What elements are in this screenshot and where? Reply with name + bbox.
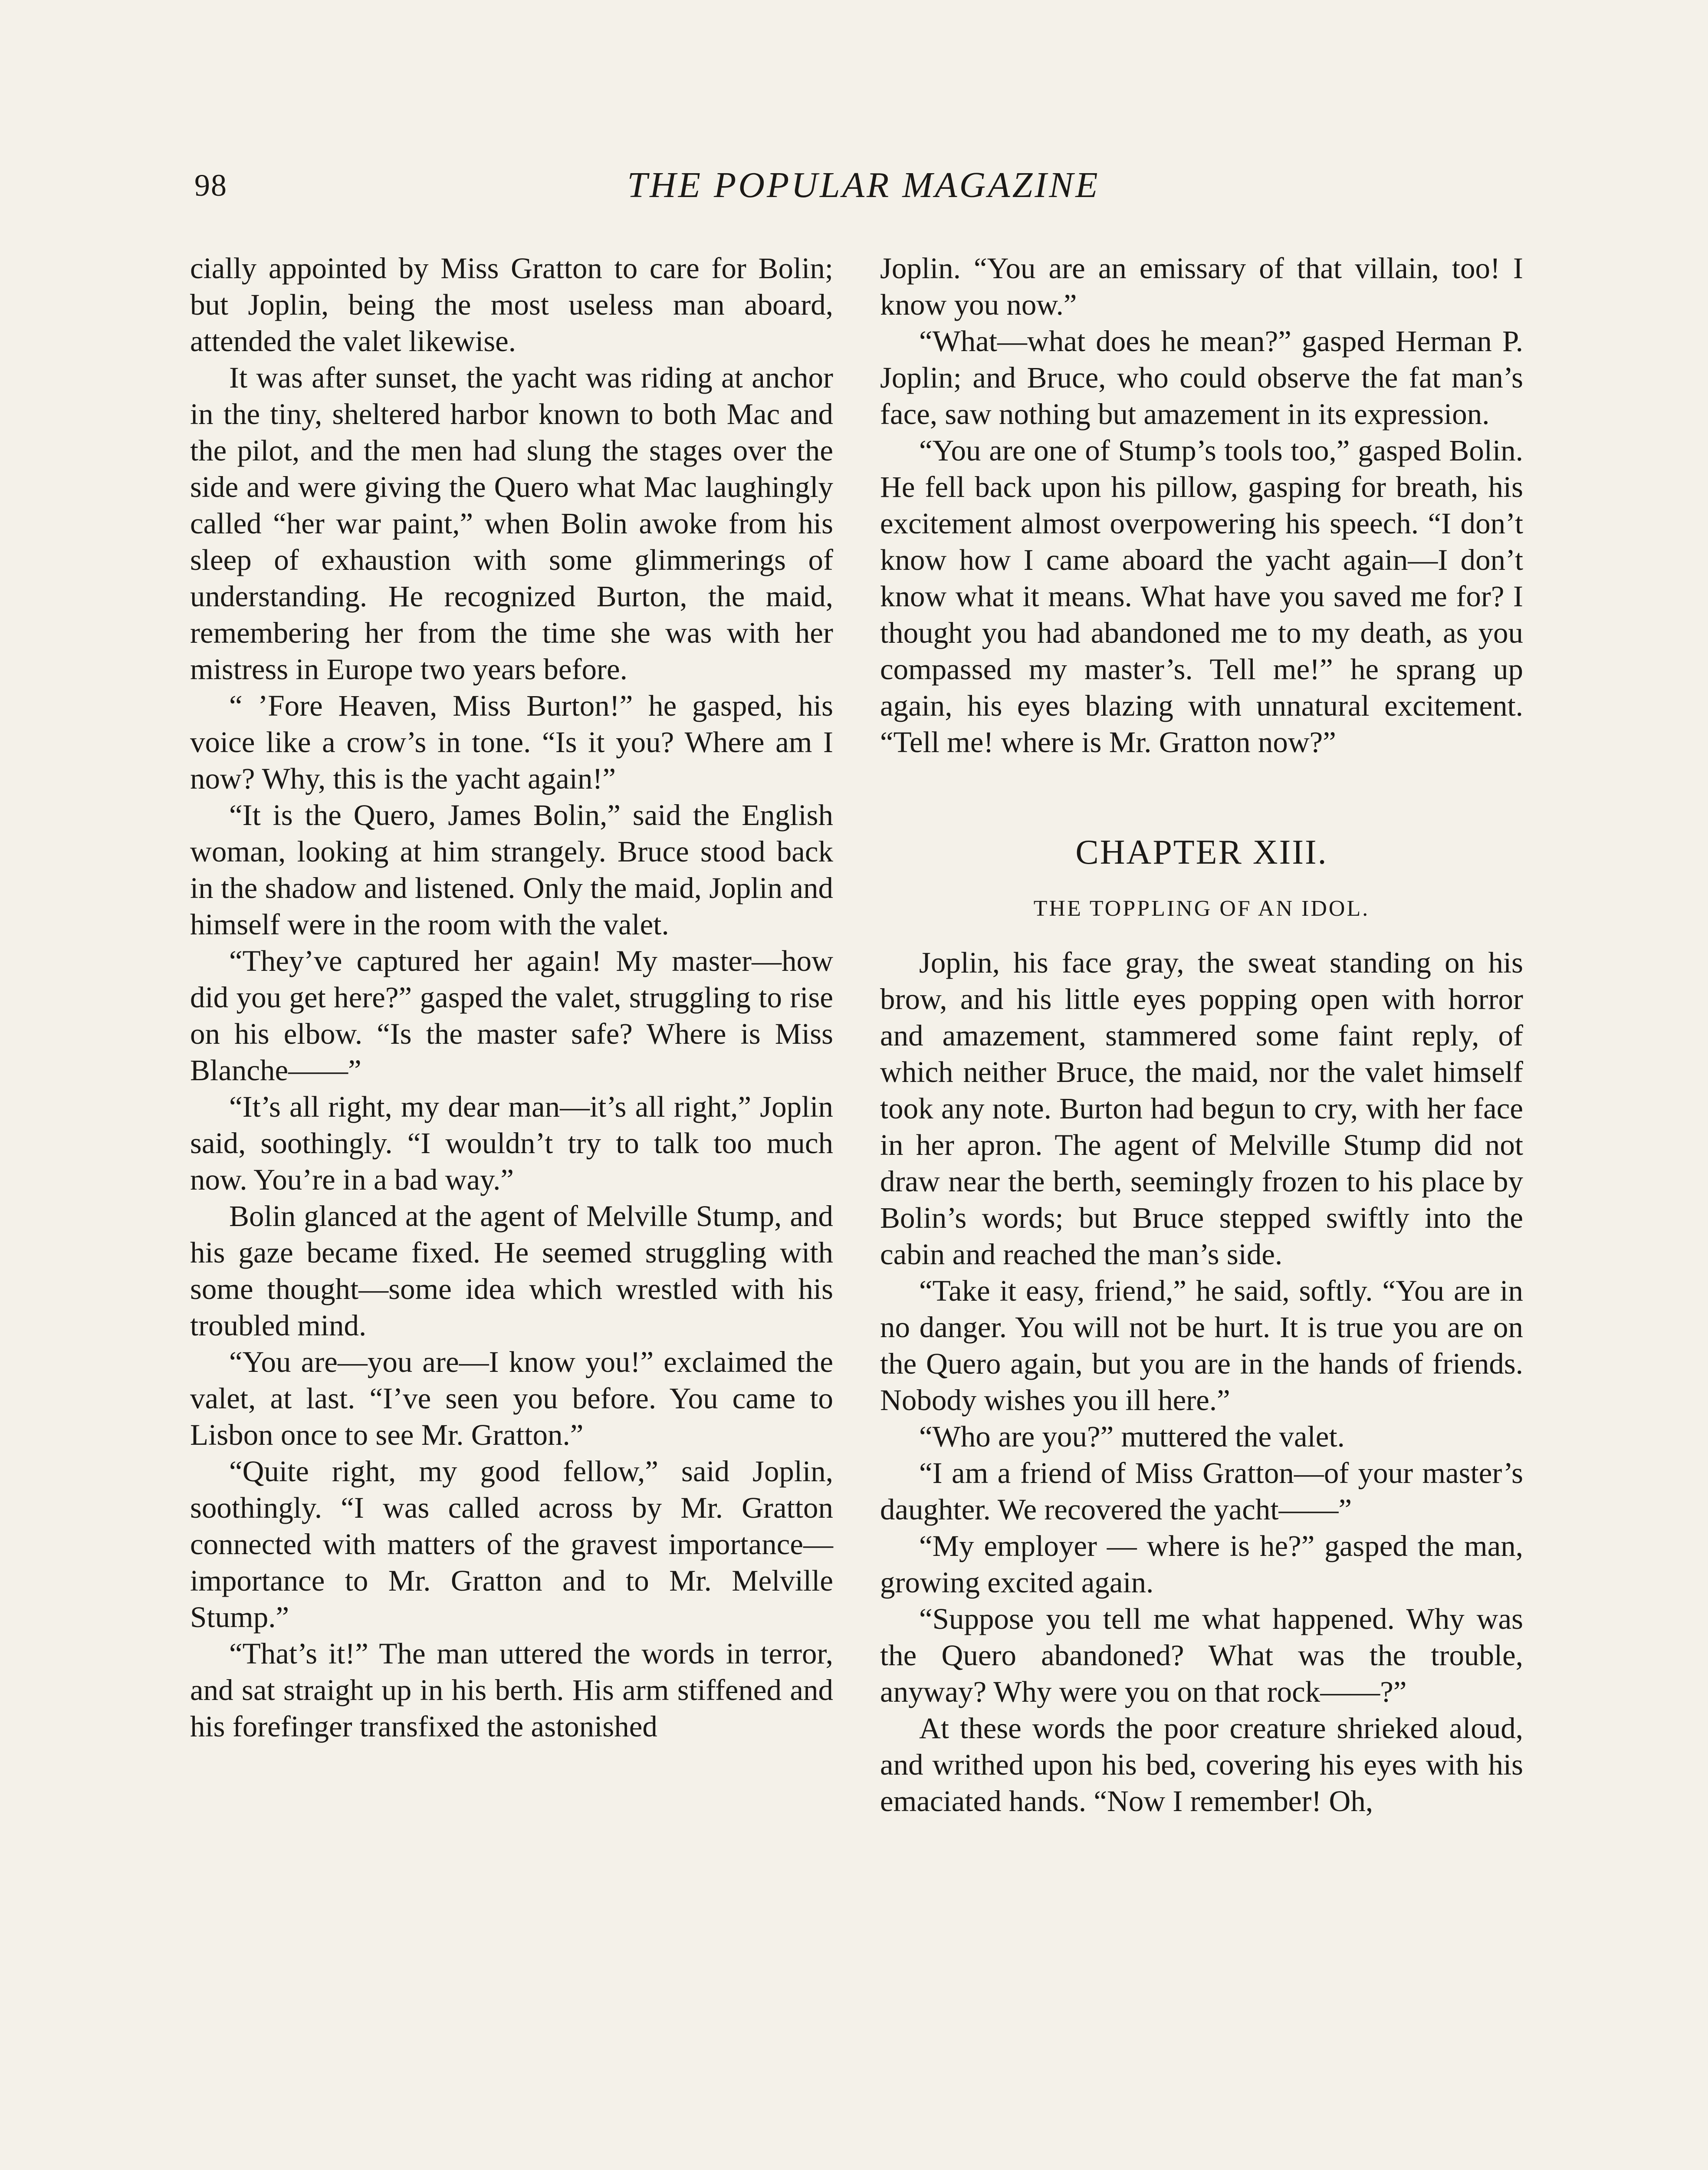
paragraph: “My employer — where is he?” gasped the man, growing excited again. [880, 1529, 1523, 1599]
paragraph: cially appointed by Miss Gratton to care for Bolin; but Joplin, being the most useless man aboard, attended the valet likewise. [190, 252, 833, 358]
chapter-subtitle: THE TOPPLING OF AN IDOL. [1033, 896, 1370, 921]
paragraph: “Who are you?” muttered the valet. [919, 1420, 1345, 1453]
paragraph: “ ’Fore Heaven, Miss Burton!” he gasped, his voice like a crow’s in tone. “Is it you? Where am I now? Why, this is the yacht again!” [190, 689, 833, 795]
paragraph: “Take it easy, friend,” he said, softly. “You are in no danger. You will not be hurt. It is true you are on the Quero again, but you are in the hands of friends. Nobody wishes you ill here.” [880, 1274, 1523, 1417]
chapter-title: CHAPTER XIII. [1075, 833, 1328, 871]
paragraph: “Quite right, my good fellow,” said Joplin, soothingly. “I was called across by Mr. Gratton connected with matters of the gravest importance—importance to Mr. Gratton and to Mr. Melville Stump.” [190, 1455, 833, 1634]
paragraph: At these words the poor creature shrieked aloud, and writhed upon his bed, covering his eyes with his emaciated hands. “Now I remember! Oh, [880, 1712, 1523, 1818]
page-number: 98 [194, 168, 227, 203]
right-column [880, 250, 1523, 1819]
paragraph: “That’s it!” The man uttered the words in terror, and sat straight up in his berth. His arm stiffened and his forefinger transfixed the astonished [190, 1637, 833, 1743]
paragraph: Bolin glanced at the agent of Melville Stump, and his gaze became fixed. He seemed struggling with some thought—some idea which wrestled with his troubled mind. [190, 1200, 833, 1342]
running-head-title: THE POPULAR MAGAZINE [627, 165, 1100, 205]
left-column [190, 250, 833, 1745]
paragraph: “It is the Quero, James Bolin,” said the English woman, looking at him strangely. Bruce stood back in the shadow and listened. Only the maid, Joplin and himself were in the room with the valet. [190, 799, 833, 941]
paragraph: Joplin. “You are an emissary of that villain, too! I know you now.” [880, 252, 1523, 321]
paragraph: Joplin, his face gray, the sweat standing on his brow, and his little eyes popping open with horror and amazement, stammered some faint reply, of which neither Bruce, the maid, nor the valet himself took any note. Burton had begun to cry, with her face in her apron. The agent of Melville Stump did not draw near the berth, seemingly frozen to his place by Bolin’s words; but Bruce stepped swiftly into the cabin and reached the man’s side. [880, 946, 1523, 1271]
paragraph: “It’s all right, my dear man—it’s all right,” Joplin said, soothingly. “I wouldn’t try to talk too much now. You’re in a bad way.” [190, 1090, 833, 1196]
paragraph: “They’ve captured her again! My master—how did you get here?” gasped the valet, struggling to rise on his elbow. “Is the master safe? Where is Miss Blanche——” [190, 944, 833, 1087]
paragraph: “Suppose you tell me what happened. Why was the Quero abandoned? What was the trouble, anyway? Why were you on that rock——?” [880, 1602, 1523, 1708]
paragraph: “I am a friend of Miss Gratton—of your master’s daughter. We recovered the yacht——” [880, 1457, 1523, 1526]
paragraph: “What—what does he mean?” gasped Herman P. Joplin; and Bruce, who could observe the fat man’s face, saw nothing but amazement in its expression. [880, 325, 1523, 431]
paragraph: “You are one of Stump’s tools too,” gasped Bolin. He fell back upon his pillow, gasping for breath, his excitement almost overpowering his speech. “I don’t know how I came aboard the yacht again—I don’t know what it means. What have you saved me for? I thought you had abandoned me to my death, as you compassed my master’s. Tell me!” he sprang up again, his eyes blazing with unnatural excitement. “Tell me! where is Mr. Gratton now?” [880, 434, 1523, 759]
paragraph: It was after sunset, the yacht was riding at anchor in the tiny, sheltered harbor known to both Mac and the pilot, and the men had slung the stages over the side and were giving the Quero what Mac laughingly called “her war paint,” when Bolin awoke from his sleep of exhaustion with some glimmerings of understanding. He recognized Burton, the maid, remembering her from the time she was with her mistress in Europe two years before. [190, 361, 833, 686]
paragraph: “You are—you are—I know you!” exclaimed the valet, at last. “I’ve seen you before. You came to Lisbon once to see Mr. Gratton.” [190, 1345, 833, 1451]
